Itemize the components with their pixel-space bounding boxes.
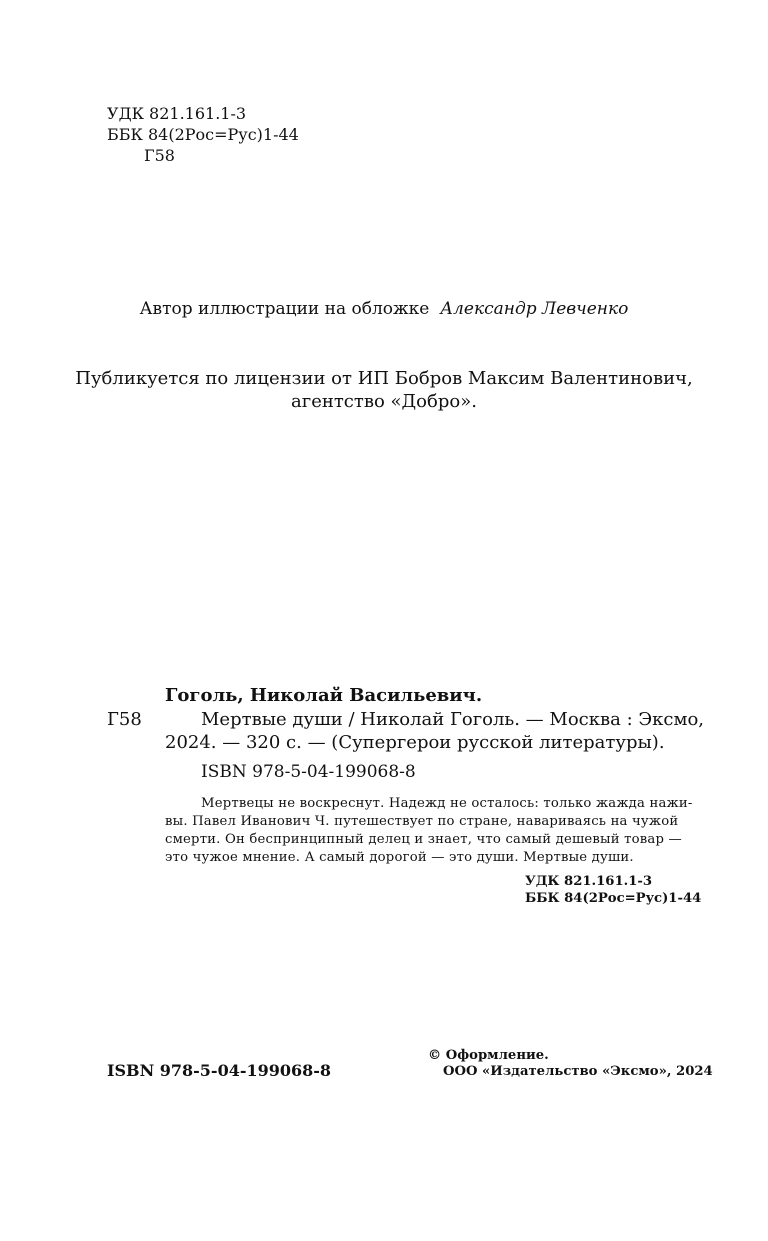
annotation-line-4: это чужое мнение. А самый дорогой — это души. Мертвые души. <box>165 850 634 865</box>
catalog-description-line-1: Мертвые души / Николай Гоголь. — Москва : Эксмо, <box>201 709 705 730</box>
catalog-udk: УДК 821.161.1-3 <box>525 874 653 889</box>
catalog-isbn: ISBN 978-5-04-199068-8 <box>201 762 416 782</box>
footer-copyright-line-1: © Оформление. <box>428 1048 549 1063</box>
annotation-line-2: вы. Павел Иванович Ч. путешествует по стране, навариваясь на чужой <box>165 814 679 829</box>
cover-credit <box>0 299 768 319</box>
cover-credit-name: Александр Левченко <box>440 299 629 319</box>
annotation-line-3: смерти. Он беспринципный делец и знает, что самый дешевый товар — <box>165 832 682 847</box>
catalog-description-line-2: 2024. — 320 с. — (Супергерои русской литературы). <box>165 732 665 753</box>
cover-credit-label: Автор иллюстрации на обложке <box>139 299 430 319</box>
footer-copyright-line-2: ООО «Издательство «Эксмо», 2024 <box>443 1064 713 1079</box>
top-udk: УДК 821.161.1-3 <box>107 104 247 123</box>
annotation-line-1: Мертвецы не воскреснут. Надежд не осталось: только жажда нажи- <box>201 796 693 811</box>
top-bbk: ББК 84(2Рос=Рус)1-44 <box>107 125 299 144</box>
catalog-author-mark: Г58 <box>107 709 142 730</box>
catalog-bbk: ББК 84(2Рос=Рус)1-44 <box>525 891 702 906</box>
top-author-mark: Г58 <box>144 146 175 165</box>
catalog-author-heading: Гоголь, Николай Васильевич. <box>165 685 483 706</box>
footer-isbn: ISBN 978-5-04-199068-8 <box>107 1061 332 1080</box>
license-line-2: агентство «Добро». <box>291 391 477 412</box>
license-line-1: Публикуется по лицензии от ИП Бобров Максим Валентинович, <box>75 368 693 389</box>
